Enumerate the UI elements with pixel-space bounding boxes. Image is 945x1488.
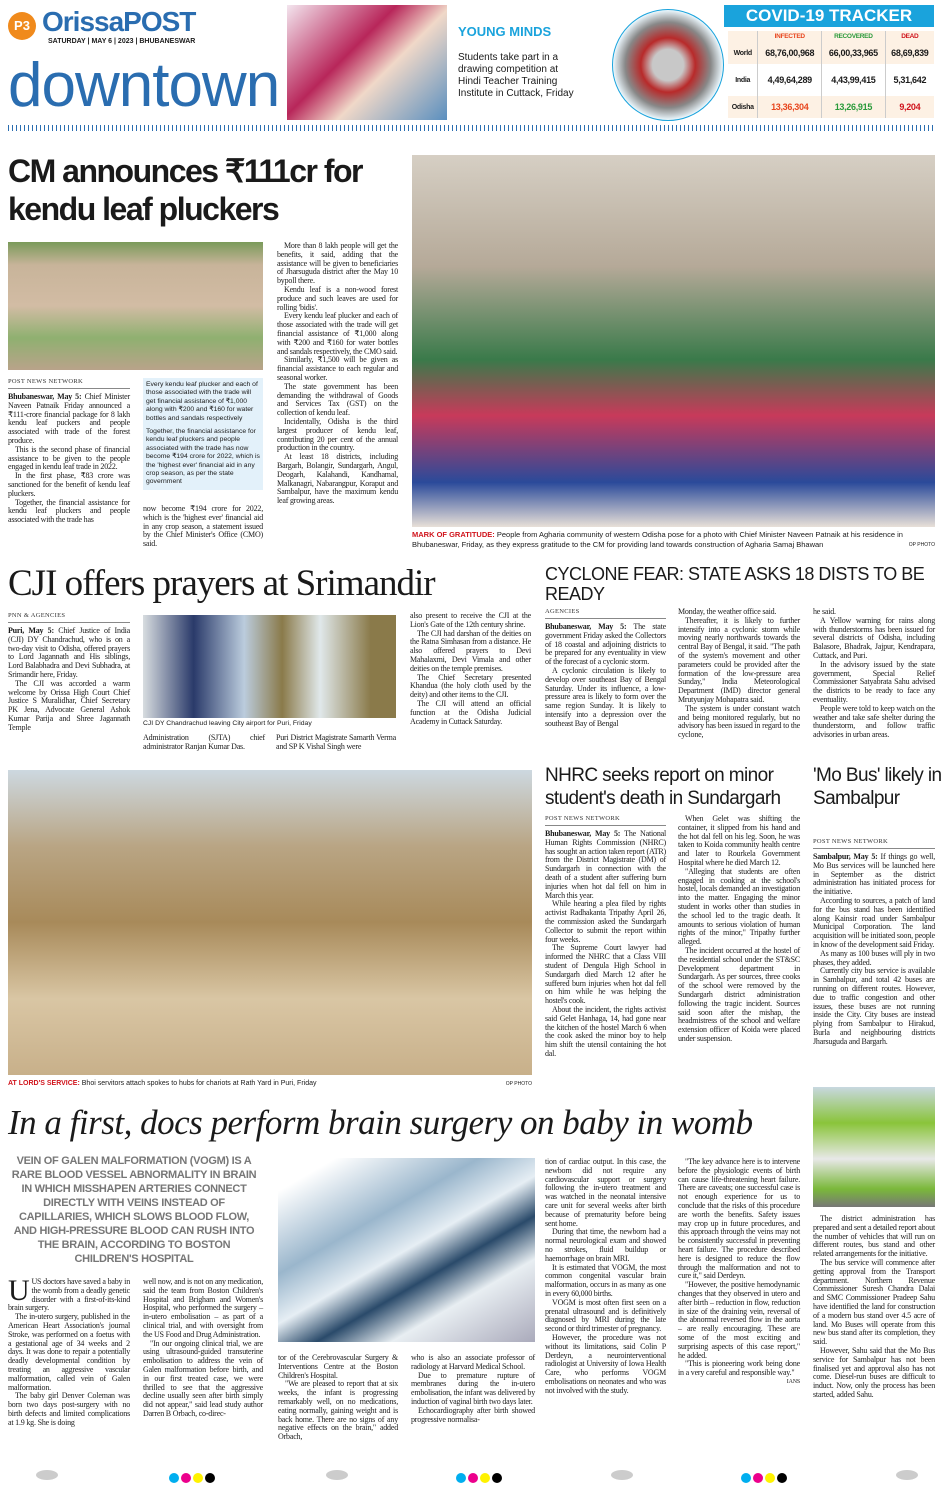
covid-title: COVID-19 TRACKER [724,5,934,27]
brain-deck: VEIN OF GALEN MALFORMATION (VOGM) IS A RARE BLOOD VESSEL ABNORMALITY IN BRAIN IN WHICH MISSHAPEN ARTERIES CONNECT DIRECTLY WITH VEINS INSTEAD OF CAPILLARIES, WHICH SLOWS BLOOD FLOW, AND HIGH-PRESSURE BLOOD CAN RUSH INTO THE BRAIN, ACCORDING TO BOSTON CHILDREN'S HOSPITAL [11,1155,257,1265]
mobus-col2: The district administration has prepared and sent a detailed report about the number of vehicles that will run on different routes, bus stand and other related arrangements for the initiative. The bus service will commence after getting approval from the Transport department. Northern Revenue Commissioner Suresh Chandra Dalai and SMC Commissioner Pradeep Sahu have identified the land for construction of a modern bus stand over 4.5 acre of land. Mo Buses will operate from this new bus stand after its completion, they said. However, Sahu said that the Mo Bus service for Sambalpur has not been finalised yet and approval also has not come. Diesel-run buses are difficult to induct. Now, only the process has been started, added Sahu. [813,1214,935,1399]
covid-row-world: World 68,76,00,968 66,00,33,965 68,69,839 [728,42,934,64]
brain-headline: In a first, docs perform brain surgery on baby in womb [8,1103,753,1142]
cyclone-col2: Monday, the weather office said. Thereafter, it is likely to further intensify into a cyclonic storm while moving nearly northwards towards the central Bay of Bengal, it said. "The path of the system's movement and other parameters could be provided after the formation of the low-pressure area Sunday," India Meteorological Department (IMD) director general Mrutyunjay Mohapatra said. The system is under constant watch and being monitored regularly, but no advisory has been issued in regard to the cyclone, [678,607,800,740]
cji-photo [143,615,396,718]
kendu-col3: More than 8 lakh people will get the benefits, it said, adding that the assistance will be given to beneficiaries of Jharsuguda district after the May 10 bypoll there. Kendu leaf is a non-wood forest produce and such leaves are used for rolling 'bidis'. Every kendu leaf plucker and each of those associated with the trade will get financial assistance of ₹1,000 along with ₹200 and ₹160 for water bottles and sandals respectively, the CMO said. Similarly, ₹1,500 will be given as financial assistance to each regular and seasonal worker. The state government has been demanding the withdrawal of Goods and Services Tax (GST) on the collection of kendu leaf. Incidentally, Odisha is the third largest producer of kendu leaf, contributing 20 per cent of the annual production in the country. At least 18 districts, including Bargarh, Bolangir, Sundargarh, Angul, Deogarh, Kalahandi, Kandhamal, Malkanagri, Nabarangpur, Koraput and Sambalpur, have the maximum kendu leaf growing areas. [277,241,398,506]
nhrc-col1: POST NEWS NETWORK Bhubaneswar, May 5: The National Human Rights Commission (NHRC) has sought an action taken report (ATR) from the District Magistrate (DM) of Sundargarh in connection with the death of a student after suffering burn injuries when hot dal fell on him in March this year. While hearing a plea filed by rights activist Radhakanta Tripathy April 26, the commission asked the Sundargarh Collector to submit the report within four weeks. The Supreme Court lawyer had informed the NHRC that a Class VIII student of Dengula High School in Sundargarh died March 12 after he suffered burn injuries when hot dal fell on him while he was helping the hostel's cook. About the incident, the rights activist said Gelet Hanhaga, 14, had gone near the kitchen of the hostel March 6 when the cook asked the minor boy to help him shift the utensil containing the hot dal. [545,815,666,1058]
kendu-photo [8,242,263,370]
cyclone-headline: CYCLONE FEAR: STATE ASKS 18 DISTS TO BE READY [545,564,925,604]
nhrc-col2: When Gelet was shifting the container, it slipped from his hand and the hot dal fell on his leg. Soon, he was taken to Koida community health centre and later to Rourkela Government Hospital where he died March 12. "Alleging that students are often engaged in cooking at the school's hostel, locals demanded an investigation into the matter. Engaging the minor student in works other than studies in the school led to the tragic death. It amounts to serious violation of human rights of the minor," Tripathy further alleged. The incident occurred at the hostel of the residential school under the ST&SC Development department in Sundargarh. As per sources, three cooks of the school were removed by the Sundargarh district administration following the tragic incident. Sources said soon after the mishap, the headmistress of the school and welfare extension officer of Koida were placed under suspension. [678,814,800,1043]
young-minds-photo [287,5,447,120]
news-agency-credit: IANS [786,1378,800,1385]
cji-col3: Puri District Magistrate Samarth Verma and SP K Vishal Singh were [276,733,396,751]
kendu-highlight-box: Every kendu leaf plucker and each of those associated with the trade will get financial assistance of ₹1,000 along with ₹200 and ₹160 for water bottles and sandals respectively Together, the financial assistance for kendu leaf pluckers and people associated with the trade has now become ₹194 crore for 2022, which is the 'highest ever' financial aid in any crop season, as per the state government [143,378,263,490]
drop-cap: U [8,1274,30,1307]
cji-col4: also present to receive the CJI at the Lion's Gate of the 12th century shrine. The CJI had darshan of the deities on the Ratna Simhasan from a distance. He also offered prayers to Devi Mahalaxmi, Devi Vimala and other deities on the temple premises. The Chief Secretary presented Khandua (the holy cloth used by the deity) and other items to the CJI. The CJI will attend an official function at the Odisha Judicial Academy in Cuttack Saturday. [410,611,531,726]
print-registration-marks [0,1470,945,1484]
mobus-headline: 'Mo Bus' likely in Sambalpur [813,765,942,809]
cji-col2: Administration (SJTA) chief administrator Ranjan Kumar Das. [143,733,265,751]
brain-col2: well now, and is not on any medication, said the team from Boston Children's Hospital and Brigham and Women's Hospital, who performed the surgery – in-utero embolisation – as part of a clinical trial, and with oversight from the US Food and Drug Administration. "In our ongoing clinical trial, we are using ultrasound-guided transuterine embolisation to address the vein of Galen malformation before birth, and in our first treated case, we were thrilled to see that the aggressive decline usually seen after birth simply did not appear," said lead study author Darren B Orbach, co-direc- [143,1277,263,1418]
brand-logo: OrissaPOST [42,6,196,37]
brain-col4: who is also an associate professor of radiology at Harvard Medical School. Due to premature rupture of membranes during the in-utero embolisation, the infant was delivered by induction of vaginal birth two days later. Echocardiography after birth showed progressive normalisa- [411,1353,535,1424]
virus-icon [612,9,724,121]
kendu-col2: now become ₹194 crore for 2022, which is the 'highest ever' financial aid in any crop season, a statement issued by the Chief Minister's Office (CMO) said. [143,504,263,549]
cji-photo-caption: CJI DY Chandrachud leaving City airport for Puri, Friday [143,720,312,727]
cyclone-col3: he said. A Yellow warning for rains along with thunderstorms has been issued for several districts of Odisha, including Balasore, Bhadrak, Jajpur, Kendrapara, Cuttack, and Puri. In the advisory issued by the state government, Special Relief Commissioner Satyabrata Sahu advised the districts to be ready to face any eventuality. People were told to keep watch on the weather and take safe shelter during the thunderstorm, and follow traffic advisories in urban areas. [813,607,935,740]
kendu-headline: CM announces ₹111cr for kendu leaf pluckers [8,153,362,227]
young-minds-caption: Students take part in a drawing competition at Hindi Teacher Training Institute in Cuttack, Friday [458,52,574,99]
masthead [8,6,280,120]
cji-headline: CJI offers prayers at Srimandir [8,563,435,604]
gratitude-caption: MARK OF GRATITUDE: People from Agharia community of western Odisha pose for a photo with Chief Minister Naveen Patnaik at his residence in Bhubaneswar, Friday, as they express gratitude to the CM for providing land towards construction of Agharia Samaj Bhawan OP PHOTO [412,530,935,549]
cyclone-col1: AGENCIES Bhubaneswar, May 5: The state government Friday asked the Collectors of 18 coastal and adjoining districts to be prepared for any eventuality in view of the forecast of a cyclonic storm. A cyclonic circulation is likely to develop over southeast Bay of Bengal Saturday. Under its influence, a low-pressure area is likely to form over the same region Sunday. It is likely to intensify into a depression over the southeast Bay of Bengal [545,608,666,728]
brain-col3: tor of the Cerebrovascular Surgery & Interventions Centre at the Boston Children's Hospital. "We are pleased to report that at six weeks, the infant is progressing remarkably well, on no medications, eating normally, gaining weight and is back home. There are no signs of any negative effects on the brain," added Orbach, [278,1353,398,1442]
brain-col6: "The key advance here is to intervene before the physiologic events of birth can cause life-threatening heart failure. There are caveats; one successful case is not enough experience for us to conclude that the risks of this procedure are worth the benefits. Safety issues may crop up in future procedures, and this approach through the veins may not be consistently successful in preventing heart failure. The procedure described here is designed to reduce the flow through the malformation and not to cure it," said Derdeyn. "However, the positive hemodynamic changes that they observed in utero and after birth – reduction in flow, reduction in size of the draining vein, reversal of the abnormal reversed flow in the aorta – are really encouraging. These are some of the most exciting and surprising aspects of this case report," he added. "This is pioneering work being done in a very careful and responsible way." IANS [678,1157,800,1385]
gratitude-photo [412,155,935,527]
kendu-col1: POST NEWS NETWORK Bhubaneswar, May 5: Chief Minister Naveen Patnaik Friday announced a ₹111-crore financial package for 8 lakh kendu leaf puckers and people associated with trade of the forest produce. This is the second phase of financial assistance to be given to the people engaged in kendu leaf trade in 2022. In the first phase, ₹83 crore was sanctioned for the benefit of kendu leaf pluckers. Together, the financial assistance for kendu leaf pluckers and people associated with the trade has [8,378,130,525]
section-title: downtown [8,51,280,120]
covid-tracker [612,5,934,120]
header-rule [8,125,936,131]
mobus-col1: POST NEWS NETWORK Sambalpur, May 5: If things go well, Mo Bus services will be launched here in September as the district administration has initiated process for the initiative. According to sources, a patch of land for the bus stand has been identified along Kainsir road under Sambalpur Municipal Corporation. The land acquisition will be initiated soon, people in know of the development said Friday. As many as 100 buses will ply in two phases, they added. Currently city bus service is available in Sambalpur, and total 42 buses are running on different routes. However, due to traffic congestion and other issues, these buses are not running inside the City. City buses are instead plying from Sambalpur to Hirakud, Burla and neighbouring districts Jharsuguda and Bargarh. [813,838,935,1046]
brain-col1: UUS doctors have saved a baby in the womb from a deadly genetic disorder with a first-of-its-kind brain surgery. The in-utero surgery, published in the American Heart Association's journal Stroke, was performed on a foetus with a gestational age of 34 weeks and 2 days. It was done to repair a potentially deadly developmental condition by treating an aggressive vascular malformation, called vein of Galen malformation. The baby girl Denver Coleman was born two days post-surgery with no birth defects and limited complications at 1.9 kg. She is doing [8,1274,130,1427]
chariot-photo [8,770,532,1075]
covid-row-odisha: Odisha 13,36,304 13,26,915 9,204 [728,96,934,118]
bus-photo [813,1087,935,1207]
covid-table: INFECTED RECOVERED DEAD World 68,76,00,968 66,00,33,965 68,69,839 India 4,49,64,289 4,43,99,415 5,31,642 Odisha 13,36,304 13,26,915 9,204 [728,31,934,118]
cji-col1: PNN & AGENCIES Puri, May 5: Chief Justice of India (CJI) DY Chandrachud, who is on a two-day visit to Odisha, offered prayers to Lord Jagannath and His siblings, Lord Balabhadra and Devi Subhadra, at Srimandir here, Friday. The CJI was accorded a warm welcome by Orissa High Court Chief Justice S Muralidhar, Chief Secretary PK Jena, Advocate General Ashok Kumar Parija and Shree Jagannath Temple [8,612,130,732]
covid-row-india: India 4,49,64,289 4,43,99,415 5,31,642 [728,64,934,96]
page-number-badge: P3 [8,12,36,40]
dateline: SATURDAY | MAY 6 | 2023 | BHUBANESWAR [48,38,196,45]
nhrc-headline: NHRC seeks report on minor student's death in Sundargarh [545,765,781,809]
chariot-caption: AT LORD'S SERVICE: Bhoi servitors attach spokes to hubs for chariots at Rath Yard in Puri, Friday OP PHOTO [8,1080,532,1087]
young-minds-title: YOUNG MINDS [458,24,552,39]
brain-col5: tion of cardiac output. In this case, the newborn did not require any cardiovascular support or surgery following the in-utero treatment and was watched in the neonatal intensive care unit for several weeks after birth because of prematurity before being sent home. During that time, the newborn had a normal neurological exam and showed no strokes, fluid buildup or haemorrhage on brain MRI. It is estimated that VOGM, the most common congenital vascular brain malformation, occurs in as many as one in every 60,000 births. VOGM is most often first seen on a prenatal ultrasound and is definitively diagnosed by MRI during the late second or third trimester of pregnancy. However, the procedure was not without its limitations, said Colin P Derdeyn, a neurointerventional radiologist at University of Iowa Health Care, who performs VOGM embolisations on neonates and who was not involved with the study. [545,1157,666,1395]
stethoscope-photo [278,1158,535,1342]
